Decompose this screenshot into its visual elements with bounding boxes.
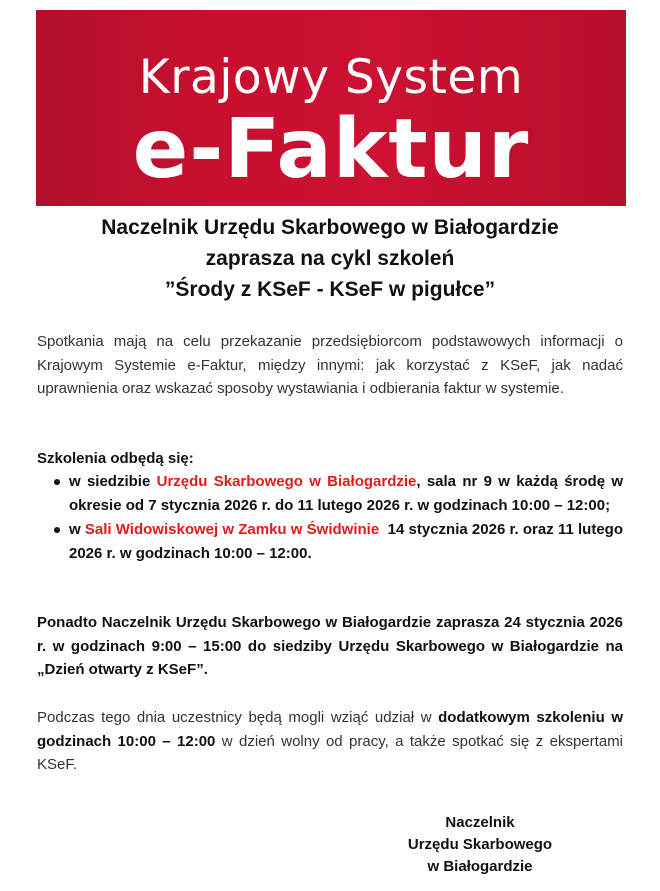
ksef-banner — [36, 10, 626, 206]
bullet-icon — [54, 479, 60, 485]
invitation-heading — [20, 212, 640, 305]
location-highlight: Urzędu Skarbowego w Białogardzie — [156, 473, 417, 490]
day-info-pre: Podczas tego dnia uczestnicy będą mogli wziąć udział w — [37, 709, 439, 726]
heading-line3: ”Środy z KSeF - KSeF w pigułce” — [164, 278, 496, 301]
heading-line1: Naczelnik Urzędu Skarbowego w Białogardzie — [101, 216, 559, 239]
day-info-post: w dzień wolny od pracy, a także spotkać się z ekspertami KSeF. — [37, 732, 623, 773]
list-item — [37, 470, 623, 518]
item-text-post: , sala nr 9 w każdą środę w okresie od 7 stycznia 2026 r. do 11 lutego 2026 r. w godzinach 10:00 – 12:00; — [69, 473, 623, 514]
banner-title-line2: e-Faktur — [132, 102, 530, 197]
location-highlight: Sali Widowiskowej w Zamku w Świdwinie — [84, 521, 380, 538]
signature-line1: Naczelnik — [445, 814, 515, 831]
signature-block — [380, 812, 580, 878]
schedule-list — [37, 470, 628, 566]
item-text-pre: w siedzibie — [69, 473, 157, 490]
day-info-bold: dodatkowym szkoleniu w godzinach 10:00 – 12:00 — [37, 709, 623, 750]
signature-line3: w Białogardzie — [427, 858, 533, 875]
signature-line2: Urzędu Skarbowego — [407, 836, 553, 853]
intro-paragraph: Spotkania mają na celu przekazanie przedsiębiorcom podstawowych informacji o Krajowym Systemie e-Faktur, między innymi: jak korzystać z KSeF, jak nadać uprawnienia oraz wskazać sposoby wystawiania i odbierania faktur w systemie. — [37, 333, 623, 397]
schedule-title: Szkolenia odbędą się: — [37, 450, 194, 467]
heading-line2: zaprasza na cykl szkoleń — [205, 247, 455, 270]
bullet-icon — [54, 527, 60, 533]
banner-title-line1: Krajowy System — [138, 50, 524, 105]
day-info-paragraph — [37, 706, 623, 777]
list-item — [37, 518, 628, 566]
open-day-paragraph: Ponadto Naczelnik Urzędu Skarbowego w Białogardzie zaprasza 24 stycznia 2026 r. w godzinach 9:00 – 15:00 do siedziby Urzędu Skarbowego w Białogardzie na „Dzień otwarty z KSeF”. — [37, 614, 623, 678]
item-text-pre: w — [69, 521, 85, 538]
item-text-post: 14 stycznia 2026 r. oraz 11 lutego 2026 r. w godzinach 10:00 – 12:00. — [69, 521, 628, 562]
